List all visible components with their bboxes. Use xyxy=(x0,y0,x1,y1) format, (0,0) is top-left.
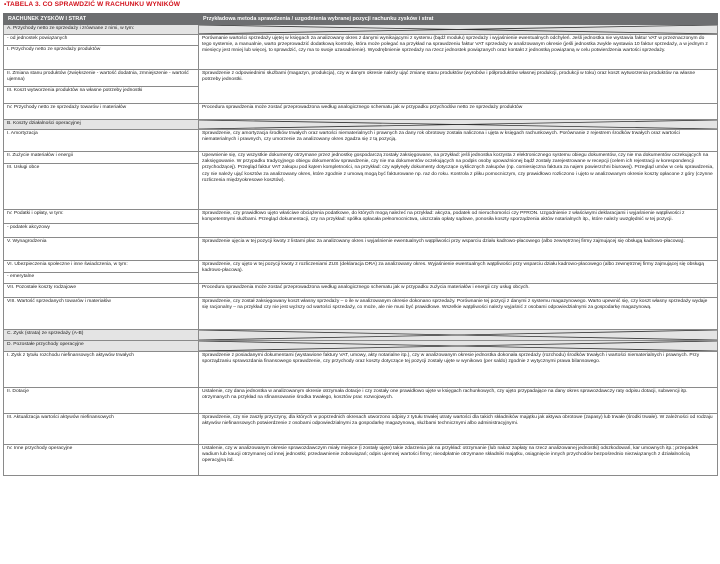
row-label: B. Koszty działalności operacyjnej xyxy=(4,119,199,129)
table-row xyxy=(4,151,718,163)
row-label: V. Wynagrodzenia xyxy=(4,237,199,260)
row-label: A. Przychody netto ze sprzedaży i zrównane z nimi, w tym: xyxy=(4,25,199,35)
row-label: - podatek akcyzowy xyxy=(4,223,199,237)
table-row xyxy=(4,260,718,272)
row-description: Sprawdzenie z odpowiednimi służbami (magazyn, produkcja), czy w danym okresie należy ująć zmianę stanu produktów (wyrobów i półproduktów własnej produkcji, produkcji w toku) oraz koszt wytworzenia produktów na własne potrzeby jednostki. xyxy=(199,69,718,103)
row-description: Sprawdzenie, czy nie zaszły przyczyny, dla których w poprzednich okresach utworzono odpisy z tytułu trwałej utraty wartości dla takich składników majątku jak aktywa obrotowe (zapasy) lub trwałe (środki trwałe). W zależności od rodzaju aktywów niefinansowych potwierdzenie z osobami odpowiedzialnymi za gospodarkę magazynową, służbami technicznymi albo administracyjnymi. xyxy=(199,413,718,444)
header-income-statement: RACHUNEK ZYSKÓW I STRAT xyxy=(4,14,199,25)
empty-cell xyxy=(199,119,718,129)
table-row xyxy=(4,25,718,35)
row-label: C. Zysk (strata) ze sprzedaży (A-B) xyxy=(4,329,199,340)
row-label: VII. Pozostałe koszty rodzajowe xyxy=(4,283,199,297)
table-row xyxy=(4,340,718,351)
table-caption: •TABELA 3. CO SPRAWDZIĆ W RACHUNKU WYNIKÓW xyxy=(4,1,181,8)
row-label: VIII. Wartość sprzedanych towarów i materiałów xyxy=(4,297,199,329)
row-label: II. Zużycie materiałów i energii xyxy=(4,151,199,163)
cross-out-mark xyxy=(199,25,717,34)
row-label: D. Pozostałe przychody operacyjne xyxy=(4,340,199,351)
cross-out-mark xyxy=(199,341,717,351)
cross-out-mark xyxy=(199,330,717,340)
row-description: Sprawdzenie z posiadanymi dokumentami (wystawione faktury VAT, umowy, akty notarialne itp.), czy w analizowanym okresie jednostka dokonała sprzedaży (rozchodu) środków trwałych i wartości niematerialnych i prawnych. Przy sporządzaniu sprawozdania finansowego sprawdzenie, czy przychody oraz koszty dotyczące tej pozycji zostały ujęte w wynikowo (per saldo) zgodnie z wytycznymi prawa bilansowego. xyxy=(199,351,718,387)
cross-out-mark xyxy=(199,120,717,129)
table-row xyxy=(4,387,718,413)
table-row xyxy=(4,69,718,86)
row-description: Ustalenie, czy dana jednostka w analizowanym okresie otrzymała dotacje i czy zostały one prawidłowo ujęte w księgach rachunkowych, czy ujęto przypadające na dany okres sprawozdawczy raty odpisu dotacji, subwencji itp. otrzymanych na przykład na sfinansowanie środka trwałego, kosztów prac rozwojowych. xyxy=(199,387,718,413)
row-description: Sprawdzenie, czy amortyzacja środków trwałych oraz wartości niematerialnych i prawnych za dany rok obrotowy została naliczona i ujęta w księgach rachunkowych. Porównanie z rejestrem środków trwałych oraz wartości niematerialnych i prawnych, czy umorzenie za analizowany okres zgadza się z tą pozycją. xyxy=(199,129,718,151)
table-row xyxy=(4,237,718,260)
empty-cell xyxy=(199,340,718,351)
table-row xyxy=(4,209,718,223)
row-label: IV. Podatki i opłaty, w tym: xyxy=(4,209,199,223)
row-label: III. Aktualizacja wartości aktywów niefinansowych xyxy=(4,413,199,444)
table-row xyxy=(4,444,718,475)
table-row xyxy=(4,297,718,329)
table-row xyxy=(4,129,718,151)
header-row xyxy=(4,14,718,25)
row-label: III. Usługi obce xyxy=(4,163,199,209)
empty-cell xyxy=(199,25,718,35)
row-label: I. Amortyzacja xyxy=(4,129,199,151)
header-verification-method: Przykładowa metoda sprawdzenia / uzgodnienia wybranej pozycji rachunku zysków i strat xyxy=(199,14,718,25)
row-label: IV. Przychody netto ze sprzedaży towarów i materiałów xyxy=(4,103,199,119)
row-label: II. Dotacje xyxy=(4,387,199,413)
table-row xyxy=(4,283,718,297)
row-label: - emerytalne xyxy=(4,272,199,283)
empty-cell xyxy=(199,329,718,340)
row-description: Upewnienie się, czy wszystkie dokumenty otrzymane przez jednostkę gospodarczą zostały zaksięgowane, na przykład: jeśli jednostka korzysta z elektronicznego systemu obiegu dokumentów, czy nie ma dokumentów oczekujących na zaksięgowanie. W przypadku tradycyjnego obiegu dokumentów sprawdzenie, czy nie ma dokumentów oczekujących na podpis osoby upoważnionej bądź zostały zarejestrowane w recepcji (celem ich rejestracji w korespondencji przychodzącej). Przegląd faktur VAT zakupu pod kątem kompletności, na przykład: czy wpłynęły dokumenty dotyczące cyklicznych zakupów (np. comiesięczna faktura za najem powierzchni biurowej). Przegląd umów w celu sprawdzenia, czy nie należy ująć kosztów za analizowany okres, które zgodnie z umową mogą być fakturowane np. raz do roku. Kontrola z pliku pomocniczym, czy prawidłowo rozliczono i ujęto w analizowanym okresie koszty opłacone z góry (czynne rozliczenia międzyokresowe kosztów). xyxy=(199,151,718,209)
row-description: Procedura sprawdzenia może zostać przeprowadzona według analogicznego schematu jak w przypadku przychodów netto ze sprzedaży produktów xyxy=(199,103,718,119)
row-label: IV. Inne przychody operacyjne xyxy=(4,444,199,475)
row-label: II. Zmiana stanu produktów (zwiększenie - wartość dodatnia, zmniejszenie - wartość ujemna) xyxy=(4,69,199,86)
row-description: Sprawdzenie, czy ujęto w tej pozycji kwoty z rozliczeniami ZUS (deklaracja DRA) za analizowany okres. Wyjaśnienie ewentualnych wątpliwości przy wsparciu działu kadrowo-płacowego (albo zewnętrznej firmy zajmującej się obsługą kadrowo-płacową). xyxy=(199,260,718,283)
row-description: Sprawdzenie ujęcia w tej pozycji kwoty z listami płac za analizowany okres i wyjaśnienie ewentualnych wątpliwości przy wsparciu działu kadrowo-płacowego (albo zewnętrznej firmy zajmującej się obsługą kadrowo-płacową). xyxy=(199,237,718,260)
table-row xyxy=(4,329,718,340)
row-description: Procedura sprawdzenia może zostać przeprowadzona według analogicznego schematu jak w przypadku zużycia materiałów i energii czy usług obcych. xyxy=(199,283,718,297)
row-description: Ustalenie, czy w analizowanym okresie sprawozdawczym miały miejsce (i zostały ujęte) takie zdarzenia jak na przykład: otrzymanie (lub nakaz zapłaty na rzecz analizowanej jednostki) odszkodowań, kar umownych itp.; przepadek wadium lub kaucji otrzymanej od innej jednostki; przedawnienie zobowiązań; odpis ujemnej wartości firmy; nieodpłatnie otrzymane składniki majątku, osiągnięcie innych przychodów bezpośrednio niezwiązanych z działalnością operacyjną itd. xyxy=(199,444,718,475)
row-label: III. Koszt wytworzenia produktów na własne potrzeby jednostki xyxy=(4,86,199,103)
table-row xyxy=(4,34,718,45)
table-row xyxy=(4,103,718,119)
table-row xyxy=(4,351,718,387)
row-label: I. Zysk z tytułu rozchodu niefinansowych aktywów trwałych xyxy=(4,351,199,387)
row-description: Sprawdzenie, czy został zaksięgowany koszt własny sprzedaży – o ile w analizowanym okresie dokonano sprzedaży. Porównanie tej pozycji z danymi z systemu magazynowego. Warto upewnić się, czy koszt własny sprzedaży wydaje się racjonalny – na przykład czy nie jest wyższy od wartości sprzedaży, co może, ale nie musi być prawidłowe. Wszelkie wątpliwości należy wyjaśnić z osobami odpowiedzialnymi za gospodarkę magazynową. xyxy=(199,297,718,329)
row-description: Sprawdzenie, czy prawidłowo ujęto właściwe obciążenia podatkowe, do których mogą należeć na przykład: akcyza, podatek od nieruchomości czy PFRON. Uzgodnienie z właściwymi deklaracjami i wyjaśnienie wątpliwości z kompetentnymi służbami. Przegląd dokumentacji, czy na przykład: spółka opłacała pełnomocnictwa, uiszczała opłaty sądowe, ponosiła koszty sporządzenia aktów notarialnych itp., które należy uwzględnić w tej pozycji. xyxy=(199,209,718,237)
profit-loss-table xyxy=(3,13,718,476)
row-label: I. Przychody netto ze sprzedaży produktów xyxy=(4,45,199,69)
row-description: Porównanie wartości sprzedaży ujętej w księgach za analizowany okres z danymi wynikającymi z systemu (bądź modułu) sprzedaży i wyjaśnienie ewentualnych odchyleń. Jeśli jednostka nie wystawia faktur VAT w przeznaczonym do tego systemie, a manualnie, warto przeprowadzić dodatkową kontrolę, która może polegać na przykład na sprawdzeniu faktur VAT sprzedaży w analizowanym okresie (jeśli jednostka zwykle wystawia 10 faktur sprzedaży, a w jednym z miesięcy jest mniej lub więcej, to sprawdzić, czy ma to swoje uzasadnienie). Wyodrębnienie sprzedaży na rzecz jednostek powiązanych oraz kontakt z jednostką powiązaną w celu potwierdzenia wartości sprzedaży. xyxy=(199,34,718,69)
table-row xyxy=(4,119,718,129)
table-row xyxy=(4,413,718,444)
row-label: - od jednostek powiązanych xyxy=(4,34,199,45)
row-label: VI. Ubezpieczenia społeczne i inne świadczenia, w tym: xyxy=(4,260,199,272)
